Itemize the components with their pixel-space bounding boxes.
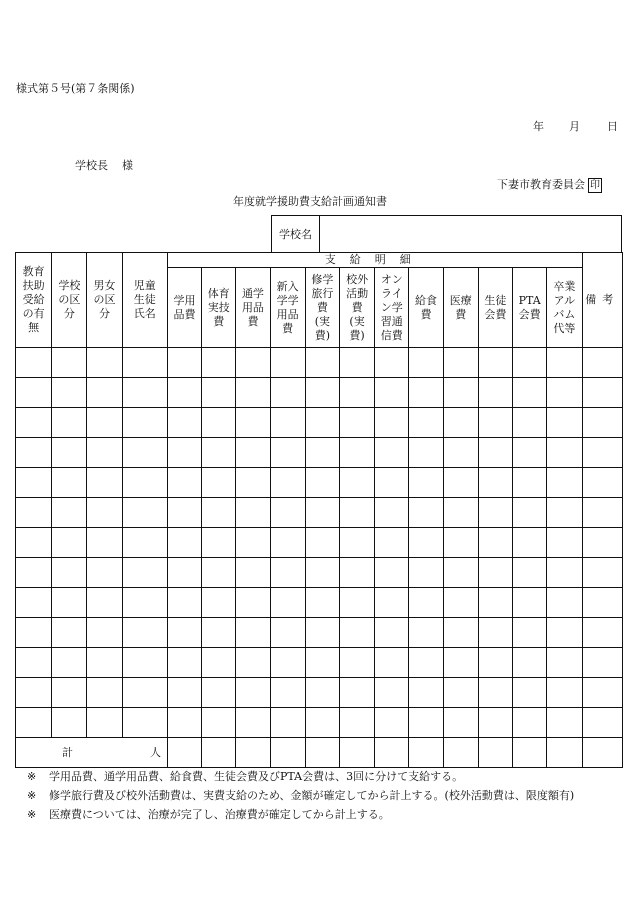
table-cell[interactable]	[270, 468, 305, 498]
table-cell[interactable]	[52, 558, 87, 588]
table-cell[interactable]	[582, 498, 622, 528]
note-text: 学用品費、通学用品費、給食費、生徒会費及びPTA会費は、3回に分けて支給する。	[49, 770, 464, 783]
table-cell[interactable]	[305, 468, 339, 498]
school-name-box	[271, 215, 622, 252]
table-cell[interactable]	[167, 558, 201, 588]
table-cell[interactable]	[167, 378, 201, 408]
table-cell[interactable]	[443, 648, 478, 678]
issuer	[497, 176, 602, 193]
total-cell[interactable]	[305, 738, 339, 768]
total-row	[16, 738, 623, 768]
table-cell[interactable]	[202, 618, 236, 648]
header-remarks: 備考	[582, 253, 622, 348]
table-cell[interactable]	[236, 708, 270, 738]
table-cell[interactable]	[513, 438, 547, 468]
form-number: 様式第５号(第７条関係)	[16, 82, 135, 95]
table-cell[interactable]	[122, 408, 167, 438]
table-cell[interactable]	[202, 408, 236, 438]
table-cell[interactable]	[478, 468, 512, 498]
note-line	[27, 767, 574, 786]
table-cell[interactable]	[270, 678, 305, 708]
total-cell[interactable]	[443, 738, 478, 768]
table-cell[interactable]	[305, 588, 339, 618]
table-cell[interactable]	[375, 558, 409, 588]
table-cell[interactable]	[236, 558, 270, 588]
table-cell[interactable]	[547, 408, 582, 438]
table-cell[interactable]	[52, 618, 87, 648]
table-cell[interactable]	[582, 558, 622, 588]
table-cell[interactable]	[202, 438, 236, 468]
table-cell[interactable]	[270, 648, 305, 678]
total-cell[interactable]	[409, 738, 443, 768]
date-year-label: 年	[533, 120, 544, 133]
table-cell[interactable]	[202, 588, 236, 618]
table-cell[interactable]	[443, 678, 478, 708]
table-cell[interactable]	[270, 498, 305, 528]
table-cell[interactable]	[375, 708, 409, 738]
table-cell[interactable]	[122, 528, 167, 558]
table-cell[interactable]	[513, 408, 547, 438]
table-row	[16, 648, 623, 678]
table-cell[interactable]	[547, 678, 582, 708]
table-cell[interactable]	[443, 588, 478, 618]
table-cell[interactable]	[122, 588, 167, 618]
total-label: 計	[62, 746, 73, 759]
table-cell[interactable]	[513, 498, 547, 528]
table-cell[interactable]	[122, 648, 167, 678]
table-cell[interactable]	[236, 498, 270, 528]
table-cell[interactable]	[478, 648, 512, 678]
table-cell[interactable]	[202, 528, 236, 558]
table-cell[interactable]	[236, 648, 270, 678]
table-cell[interactable]	[443, 468, 478, 498]
table-cell[interactable]	[375, 408, 409, 438]
table-cell[interactable]	[270, 348, 305, 378]
table-cell[interactable]	[122, 438, 167, 468]
total-cell[interactable]	[478, 738, 512, 768]
table-cell[interactable]	[167, 648, 201, 678]
table-cell[interactable]	[167, 348, 201, 378]
table-cell[interactable]	[305, 678, 339, 708]
seal-mark: 印	[590, 180, 600, 191]
table-cell[interactable]	[122, 378, 167, 408]
table-cell[interactable]	[87, 588, 122, 618]
table-cell[interactable]	[16, 348, 52, 378]
header-gender-category: 男女の区分	[87, 253, 122, 348]
table-cell[interactable]	[167, 528, 201, 558]
document-title: 年度就学援助費支給計画通知書	[233, 195, 387, 208]
table-cell[interactable]	[478, 708, 512, 738]
table-cell[interactable]	[478, 678, 512, 708]
table-cell[interactable]	[16, 618, 52, 648]
table-cell[interactable]	[52, 648, 87, 678]
table-cell[interactable]	[547, 618, 582, 648]
table-cell[interactable]	[582, 378, 622, 408]
table-cell[interactable]	[443, 618, 478, 648]
table-cell[interactable]	[16, 438, 52, 468]
table-cell[interactable]	[409, 378, 443, 408]
table-cell[interactable]	[582, 348, 622, 378]
table-cell[interactable]	[16, 528, 52, 558]
table-cell[interactable]	[270, 438, 305, 468]
table-cell[interactable]	[478, 558, 512, 588]
total-cell[interactable]	[339, 738, 374, 768]
header-meisai-item: 給食費	[409, 268, 443, 348]
table-cell[interactable]	[305, 408, 339, 438]
table-cell[interactable]	[270, 558, 305, 588]
table-cell[interactable]	[52, 528, 87, 558]
table-row	[16, 528, 623, 558]
table-cell[interactable]	[236, 678, 270, 708]
aid-plan-table	[15, 252, 623, 768]
date-line	[533, 118, 618, 134]
table-cell[interactable]	[305, 528, 339, 558]
table-cell[interactable]	[87, 348, 122, 378]
table-cell[interactable]	[478, 348, 512, 378]
header-meisai-item: 通学用品費	[236, 268, 270, 348]
addressee-suffix: 様	[122, 159, 133, 172]
table-cell[interactable]	[513, 468, 547, 498]
table-cell[interactable]	[375, 678, 409, 708]
table-cell[interactable]	[443, 378, 478, 408]
note-line	[27, 805, 574, 824]
table-cell[interactable]	[16, 558, 52, 588]
table-cell[interactable]	[167, 708, 201, 738]
table-cell[interactable]	[513, 708, 547, 738]
table-cell[interactable]	[87, 558, 122, 588]
table-cell[interactable]	[122, 468, 167, 498]
table-cell[interactable]	[236, 618, 270, 648]
table-cell[interactable]	[339, 708, 374, 738]
table-cell[interactable]	[582, 618, 622, 648]
table-cell[interactable]	[375, 528, 409, 558]
table-cell[interactable]	[339, 438, 374, 468]
addressee-title: 学校長	[75, 159, 108, 172]
table-cell[interactable]	[547, 498, 582, 528]
table-cell[interactable]	[87, 378, 122, 408]
table-cell[interactable]	[339, 528, 374, 558]
table-cell[interactable]	[375, 468, 409, 498]
table-cell[interactable]	[202, 648, 236, 678]
table-row	[16, 348, 623, 378]
header-meisai-item: 生徒会費	[478, 268, 512, 348]
table-cell[interactable]	[513, 678, 547, 708]
header-meisai-item: 体育実技費	[202, 268, 236, 348]
table-cell[interactable]	[547, 528, 582, 558]
note-mark: ※	[27, 789, 37, 802]
table-cell[interactable]	[87, 408, 122, 438]
total-cell[interactable]	[236, 738, 270, 768]
table-cell[interactable]	[270, 588, 305, 618]
header-meisai-item: オンライン学習通信費	[375, 268, 409, 348]
table-cell[interactable]	[87, 468, 122, 498]
table-cell[interactable]	[270, 708, 305, 738]
header-meisai-item: 校外活動費(実費)	[339, 268, 374, 348]
table-cell[interactable]	[167, 498, 201, 528]
table-cell[interactable]	[547, 348, 582, 378]
table-cell[interactable]	[478, 498, 512, 528]
table-cell[interactable]	[202, 378, 236, 408]
table-cell[interactable]	[270, 378, 305, 408]
table-cell[interactable]	[339, 678, 374, 708]
table-cell[interactable]	[167, 588, 201, 618]
table-row	[16, 708, 623, 738]
table-cell[interactable]	[305, 348, 339, 378]
table-cell[interactable]	[202, 558, 236, 588]
table-cell[interactable]	[443, 408, 478, 438]
table-cell[interactable]	[547, 558, 582, 588]
table-cell[interactable]	[339, 468, 374, 498]
table-cell[interactable]	[122, 678, 167, 708]
table-cell[interactable]	[547, 438, 582, 468]
table-cell[interactable]	[87, 618, 122, 648]
table-cell[interactable]	[339, 558, 374, 588]
table-cell[interactable]	[443, 528, 478, 558]
table-cell[interactable]	[305, 438, 339, 468]
table-cell[interactable]	[305, 378, 339, 408]
table-cell[interactable]	[236, 438, 270, 468]
table-cell[interactable]	[167, 408, 201, 438]
header-meisai-item: 卒業アルバム代等	[547, 268, 582, 348]
total-cell[interactable]	[270, 738, 305, 768]
table-cell[interactable]	[443, 708, 478, 738]
table-cell[interactable]	[375, 588, 409, 618]
table-cell[interactable]	[87, 438, 122, 468]
table-cell[interactable]	[87, 498, 122, 528]
table-cell[interactable]	[87, 678, 122, 708]
table-cell[interactable]	[52, 378, 87, 408]
table-cell[interactable]	[16, 378, 52, 408]
table-row	[16, 408, 623, 438]
table-cell[interactable]	[375, 348, 409, 378]
table-cell[interactable]	[547, 468, 582, 498]
table-cell[interactable]	[52, 468, 87, 498]
table-cell[interactable]	[16, 498, 52, 528]
note-mark: ※	[27, 770, 37, 783]
table-cell[interactable]	[478, 528, 512, 558]
table-cell[interactable]	[582, 528, 622, 558]
note-text: 修学旅行費及び校外活動費は、実費支給のため、金額が確定してから計上する。(校外活動費は、限度額有)	[49, 789, 575, 802]
table-cell[interactable]	[202, 498, 236, 528]
table-cell[interactable]	[52, 678, 87, 708]
table-cell[interactable]	[167, 678, 201, 708]
table-cell[interactable]	[409, 558, 443, 588]
table-cell[interactable]	[122, 618, 167, 648]
table-cell[interactable]	[16, 648, 52, 678]
table-cell[interactable]	[478, 408, 512, 438]
table-cell[interactable]	[87, 528, 122, 558]
table-cell[interactable]	[236, 408, 270, 438]
table-cell[interactable]	[16, 678, 52, 708]
table-row	[16, 678, 623, 708]
note-mark: ※	[27, 808, 37, 821]
table-cell[interactable]	[513, 528, 547, 558]
table-cell[interactable]	[87, 708, 122, 738]
table-cell[interactable]	[443, 438, 478, 468]
table-row	[16, 468, 623, 498]
header-meisai-item: PTA会費	[513, 268, 547, 348]
table-cell[interactable]	[122, 708, 167, 738]
table-cell[interactable]	[582, 678, 622, 708]
table-cell[interactable]	[547, 588, 582, 618]
table-cell[interactable]	[409, 348, 443, 378]
table-cell[interactable]	[375, 378, 409, 408]
school-name-field[interactable]	[320, 216, 621, 252]
table-cell[interactable]	[236, 588, 270, 618]
table-cell[interactable]	[270, 528, 305, 558]
header-meisai-item: 学用品費	[167, 268, 201, 348]
table-cell[interactable]	[305, 648, 339, 678]
table-cell[interactable]	[270, 618, 305, 648]
table-cell[interactable]	[478, 618, 512, 648]
table-cell[interactable]	[513, 648, 547, 678]
table-cell[interactable]	[236, 348, 270, 378]
table-cell[interactable]	[16, 408, 52, 438]
table-row	[16, 588, 623, 618]
table-cell[interactable]	[443, 558, 478, 588]
date-month-label: 月	[569, 120, 580, 133]
total-cell[interactable]	[582, 738, 622, 768]
table-row	[16, 498, 623, 528]
total-label-cell	[16, 738, 168, 768]
table-cell[interactable]	[443, 348, 478, 378]
table-cell[interactable]	[547, 708, 582, 738]
table-cell[interactable]	[52, 348, 87, 378]
table-cell[interactable]	[52, 498, 87, 528]
table-cell[interactable]	[122, 498, 167, 528]
table-cell[interactable]	[582, 648, 622, 678]
table-cell[interactable]	[409, 438, 443, 468]
table-cell[interactable]	[513, 348, 547, 378]
table-cell[interactable]	[122, 558, 167, 588]
table-cell[interactable]	[52, 588, 87, 618]
table-cell[interactable]	[305, 558, 339, 588]
total-cell[interactable]	[202, 738, 236, 768]
header-student-name: 児童生徒氏名	[122, 253, 167, 348]
header-meisai-item: 新入学学用品費	[270, 268, 305, 348]
total-cell[interactable]	[513, 738, 547, 768]
table-cell[interactable]	[478, 588, 512, 618]
header-aid-status: 教育扶助受給の有無	[16, 253, 52, 348]
table-cell[interactable]	[339, 498, 374, 528]
note-text: 医療費については、治療が完了し、治療費が確定してから計上する。	[49, 808, 390, 821]
note-line	[27, 786, 574, 805]
table-cell[interactable]	[478, 438, 512, 468]
notes	[27, 767, 574, 824]
table-cell[interactable]	[513, 378, 547, 408]
table-cell[interactable]	[202, 708, 236, 738]
table-cell[interactable]	[16, 708, 52, 738]
table-cell[interactable]	[236, 378, 270, 408]
table-cell[interactable]	[513, 618, 547, 648]
table-cell[interactable]	[202, 468, 236, 498]
table-cell[interactable]	[582, 408, 622, 438]
table-cell[interactable]	[409, 528, 443, 558]
header-payment-details: 支給明細	[167, 253, 582, 268]
table-cell[interactable]	[52, 438, 87, 468]
table-cell[interactable]	[409, 618, 443, 648]
header-meisai-item: 医療費	[443, 268, 478, 348]
table-cell[interactable]	[305, 618, 339, 648]
table-cell[interactable]	[122, 348, 167, 378]
table-cell[interactable]	[52, 708, 87, 738]
table-cell[interactable]	[547, 648, 582, 678]
table-cell[interactable]	[375, 648, 409, 678]
table-cell[interactable]	[167, 468, 201, 498]
table-cell[interactable]	[236, 468, 270, 498]
table-cell[interactable]	[409, 498, 443, 528]
table-row	[16, 558, 623, 588]
table-cell[interactable]	[87, 648, 122, 678]
table-cell[interactable]	[339, 588, 374, 618]
table-cell[interactable]	[339, 378, 374, 408]
table-cell[interactable]	[339, 618, 374, 648]
table-row	[16, 378, 623, 408]
table-cell[interactable]	[270, 408, 305, 438]
table-cell[interactable]	[409, 678, 443, 708]
table-cell[interactable]	[339, 348, 374, 378]
table-cell[interactable]	[582, 708, 622, 738]
table-cell[interactable]	[16, 588, 52, 618]
table-row	[16, 438, 623, 468]
table-cell[interactable]	[375, 438, 409, 468]
table-cell[interactable]	[167, 438, 201, 468]
table-cell[interactable]	[582, 468, 622, 498]
table-cell[interactable]	[202, 678, 236, 708]
total-cell[interactable]	[167, 738, 201, 768]
addressee	[75, 157, 133, 173]
table-cell[interactable]	[547, 378, 582, 408]
total-cell[interactable]	[375, 738, 409, 768]
table-cell[interactable]	[409, 588, 443, 618]
table-cell[interactable]	[202, 348, 236, 378]
header-school-category: 学校の区分	[52, 253, 87, 348]
table-cell[interactable]	[375, 498, 409, 528]
table-cell[interactable]	[305, 708, 339, 738]
table-cell[interactable]	[443, 498, 478, 528]
table-cell[interactable]	[375, 618, 409, 648]
table-cell[interactable]	[339, 408, 374, 438]
table-cell[interactable]	[513, 588, 547, 618]
table-cell[interactable]	[409, 648, 443, 678]
table-cell[interactable]	[236, 528, 270, 558]
table-cell[interactable]	[582, 588, 622, 618]
table-cell[interactable]	[52, 408, 87, 438]
table-cell[interactable]	[478, 378, 512, 408]
total-cell[interactable]	[547, 738, 582, 768]
table-cell[interactable]	[409, 468, 443, 498]
table-cell[interactable]	[409, 708, 443, 738]
table-cell[interactable]	[582, 438, 622, 468]
table-cell[interactable]	[409, 408, 443, 438]
table-cell[interactable]	[16, 468, 52, 498]
total-unit: 人	[149, 746, 161, 759]
date-day-label: 日	[607, 120, 618, 133]
issuer-name: 下妻市教育委員会	[497, 178, 585, 191]
table-cell[interactable]	[339, 648, 374, 678]
header-meisai-item: 修学旅行費(実費)	[305, 268, 339, 348]
table-cell[interactable]	[305, 498, 339, 528]
school-name-label: 学校名	[272, 216, 320, 252]
table-row	[16, 618, 623, 648]
table-cell[interactable]	[167, 618, 201, 648]
table-cell[interactable]	[513, 558, 547, 588]
